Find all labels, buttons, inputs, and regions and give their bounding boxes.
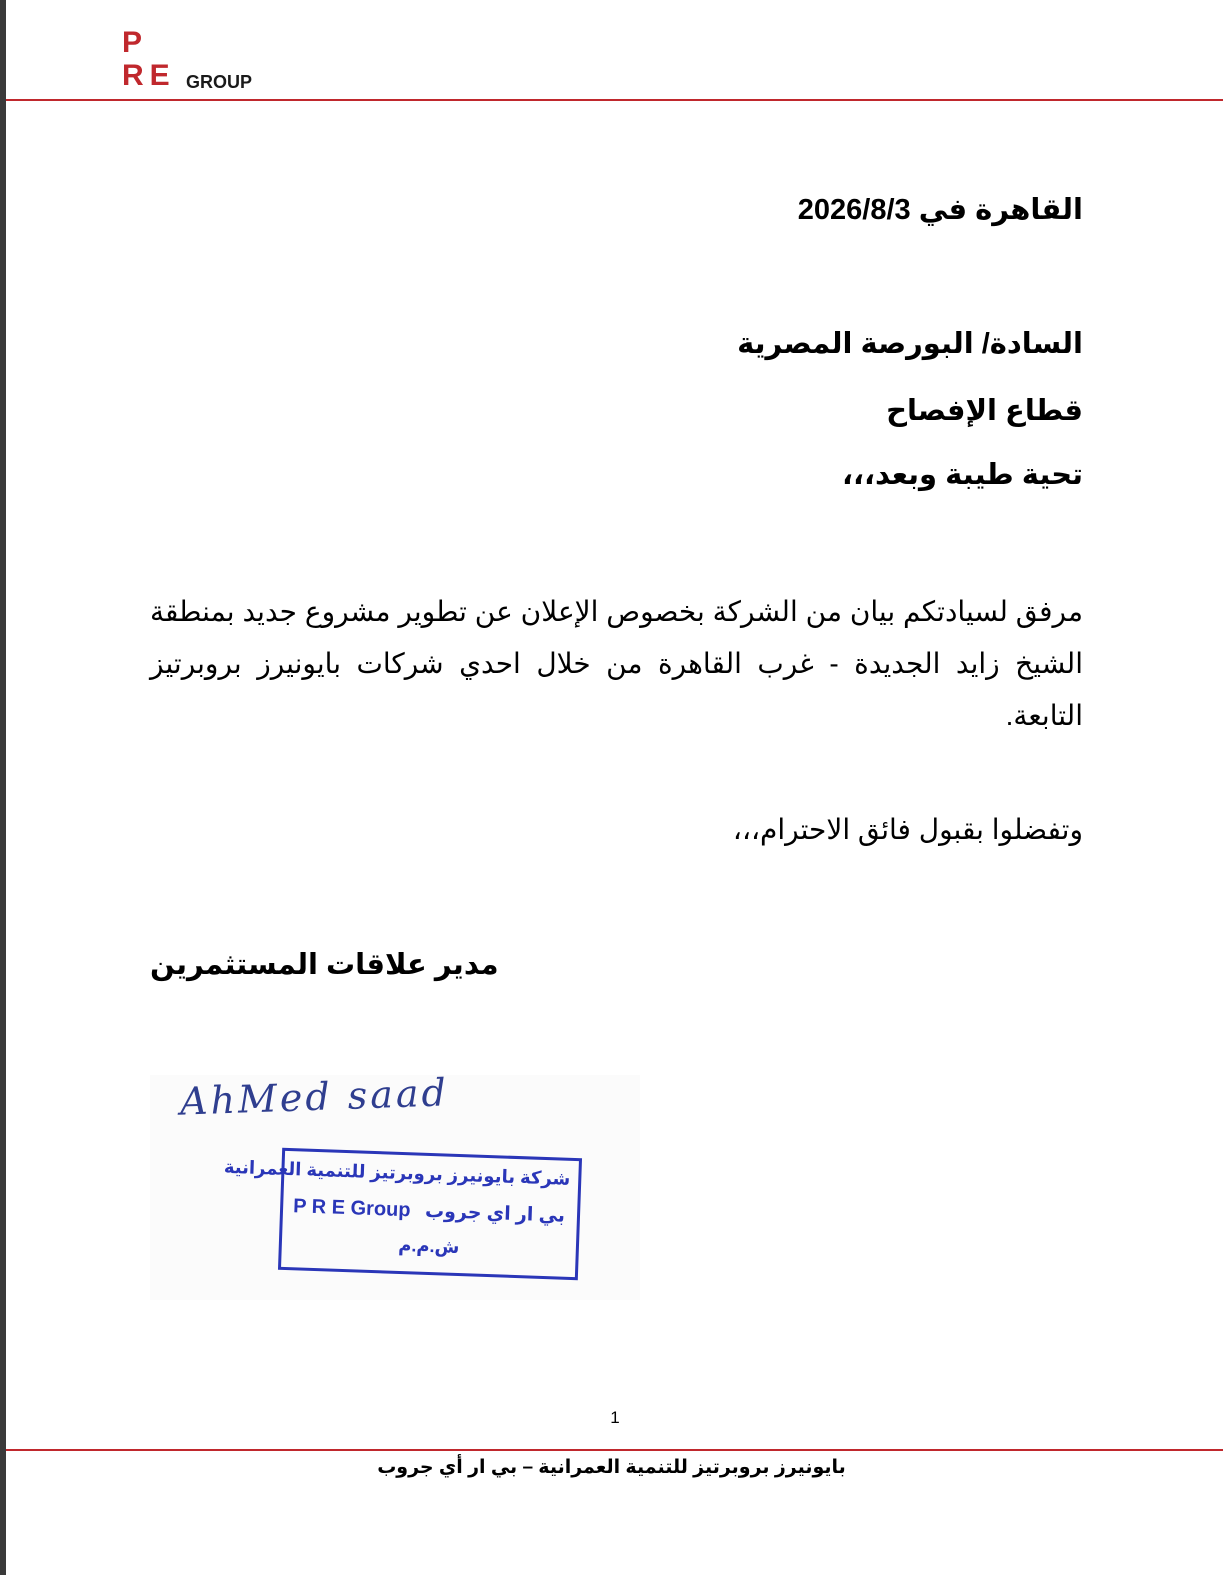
page-number: 1 [610, 1408, 620, 1427]
stamp-company-type: ش.م.م [397, 1234, 460, 1258]
company-stamp [223, 1148, 582, 1280]
footer-text: بايونيرز بروبرتيز للتنمية العمرانية – بي ار أي جروب [377, 1457, 846, 1478]
letter-department: قطاع الإفصاح [886, 395, 1083, 427]
letter-closing: وتفضلوا بقبول فائق الاحترام،،، [732, 814, 1083, 845]
signer-title: مدير علاقات المستثمرين [150, 949, 499, 981]
stamp-company-name: شركة بايونيرز بروبرتيز للتنمية العمرانية [223, 1156, 571, 1189]
logo-letter-p: P [122, 26, 143, 59]
page-edge [0, 0, 6, 1575]
letter-body: مرفق لسيادتكم بيان من الشركة بخصوص الإعلان عن تطوير مشروع جديد بمنطقة الشيخ زايد الجديدة - غرب القاهرة من خلال احدي شركات بايونيرز بروبرتيز التابعة. [150, 596, 1083, 731]
handwritten-signature: AhMed saad [179, 1070, 450, 1124]
letter-date: القاهرة في 2026/8/3 [797, 194, 1083, 226]
header-divider [6, 99, 1223, 101]
signature-block [150, 1070, 640, 1300]
logo-group-text: GROUP [186, 72, 253, 92]
stamp-latin-name: P R E Group [292, 1195, 411, 1222]
logo-letters-re: RE [122, 59, 176, 92]
footer-divider [6, 1449, 1223, 1451]
stamp-arabic-name: بي ار اي جروب [424, 1200, 566, 1227]
letter-addressee: السادة/ البورصة المصرية [737, 328, 1083, 360]
letter-greeting: تحية طيبة وبعد،،، [842, 459, 1083, 491]
company-logo [120, 28, 270, 98]
